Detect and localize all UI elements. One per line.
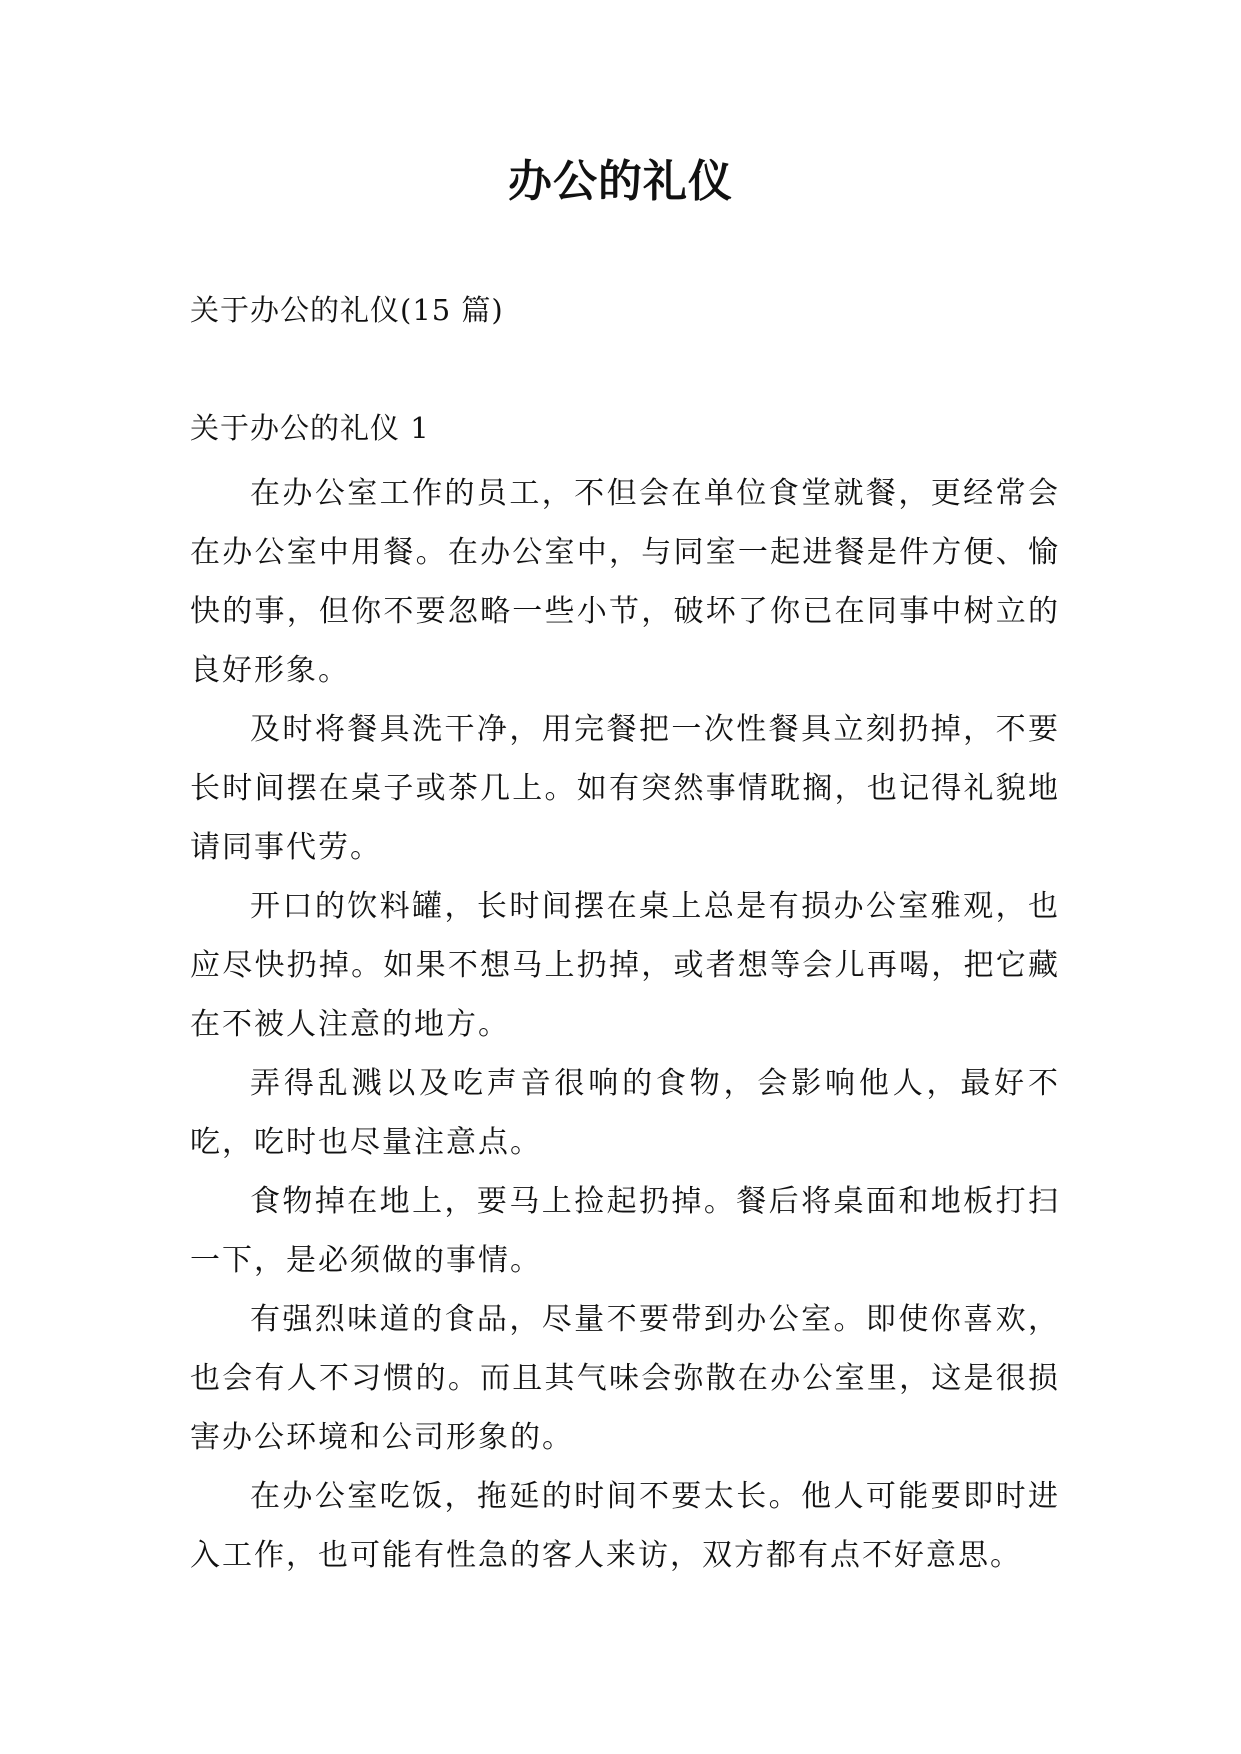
paragraph: 开口的饮料罐，长时间摆在桌上总是有损办公室雅观，也应尽快扔掉。如果不想马上扔掉，或者想等会儿再喝，把它藏在不被人注意的地方。 — [190, 889, 1060, 1042]
paragraph: 弄得乱溅以及吃声音很响的食物，会影响他人，最好不吃，吃时也尽量注意点。 — [190, 1066, 1060, 1160]
paragraph: 食物掉在地上，要马上捡起扔掉。餐后将桌面和地板打扫一下，是必须做的事情。 — [190, 1184, 1060, 1278]
paragraph: 及时将餐具洗干净，用完餐把一次性餐具立刻扔掉，不要长时间摆在桌子或茶几上。如有突然事情耽搁，也记得礼貌地请同事代劳。 — [190, 712, 1060, 865]
section-heading: 关于办公的礼仪 1 — [190, 411, 430, 445]
paragraph: 在办公室吃饭，拖延的时间不要太长。他人可能要即时进入工作，也可能有性急的客人来访，双方都有点不好意思。 — [190, 1479, 1060, 1573]
paragraph: 有强烈味道的食品，尽量不要带到办公室。即使你喜欢，也会有人不习惯的。而且其气味会弥散在办公室里，这是很损害办公环境和公司形象的。 — [190, 1302, 1060, 1455]
document-subtitle: 关于办公的礼仪(15 篇) — [190, 293, 504, 327]
document-title: 办公的礼仪 — [508, 156, 733, 207]
body-text — [190, 464, 1060, 1585]
paragraph: 在办公室工作的员工，不但会在单位食堂就餐，更经常会在办公室中用餐。在办公室中，与同室一起进餐是件方便、愉快的事，但你不要忽略一些小节，破坏了你已在同事中树立的良好形象。 — [190, 476, 1060, 688]
